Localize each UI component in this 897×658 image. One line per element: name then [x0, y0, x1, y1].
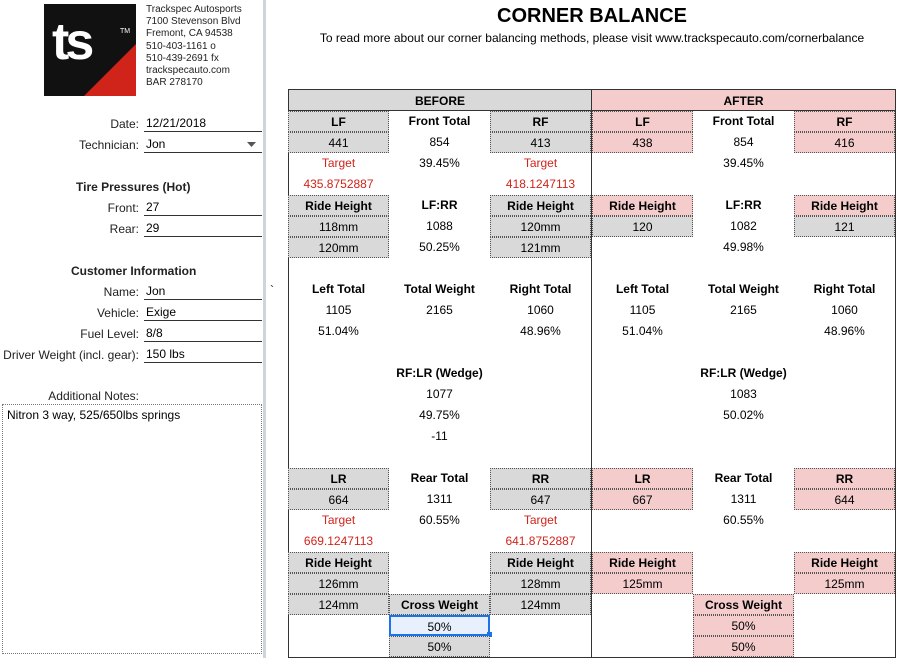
company-logo	[44, 4, 136, 96]
after-rf-value[interactable]: 416	[794, 132, 895, 153]
company-info	[146, 4, 242, 89]
after-rear-pct: 60.55%	[723, 513, 764, 527]
after-left-total-label: Left Total	[615, 282, 670, 296]
before-rr-label: RR	[490, 468, 591, 489]
before-left-total: 1105	[325, 303, 352, 317]
date-field[interactable]: 12/21/2018	[144, 114, 262, 132]
before-right-total-label: Right Total	[509, 282, 572, 296]
company-line: Fremont, CA 94538	[146, 28, 233, 40]
before-rr-target-label: Target	[523, 513, 558, 527]
column-separator	[263, 0, 266, 658]
after-total-weight-label: Total Weight	[708, 282, 779, 296]
before-rear-total-label: Rear Total	[410, 471, 469, 485]
before-cross-weight-label: Cross Weight	[389, 594, 490, 615]
after-front-total-label: Front Total	[712, 114, 775, 128]
before-lf-target: 435.8752887	[303, 177, 374, 191]
before-lf-rr-label: LF:RR	[421, 198, 458, 212]
before-front-total-label: Front Total	[408, 114, 471, 128]
before-rear-pct: 60.55%	[419, 513, 460, 527]
company-line: 510-403-1161 o	[146, 40, 216, 52]
after-rear-total-label: Rear Total	[714, 471, 773, 485]
after-rf-ride-height-label: Ride Height	[794, 195, 895, 216]
vehicle-label: Vehicle:	[96, 306, 139, 320]
before-lf-value[interactable]: 441	[288, 132, 389, 153]
before-rf-ride-height-label: Ride Height	[490, 195, 591, 216]
before-lf-ride-height-2[interactable]: 120mm	[288, 237, 389, 258]
rear-pressure-field[interactable]: 29	[144, 219, 262, 237]
technician-label: Technician:	[78, 138, 139, 152]
after-cross-weight-2[interactable]: 50%	[693, 636, 794, 657]
before-wedge-label: RF:LR (Wedge)	[396, 366, 483, 380]
before-front-pct: 39.45%	[419, 156, 460, 170]
after-lf-rr-pct: 49.98%	[723, 240, 764, 254]
additional-notes-field[interactable]: Nitron 3 way, 525/650lbs springs	[2, 404, 262, 654]
after-wedge-label: RF:LR (Wedge)	[700, 366, 787, 380]
before-lr-ride-height-1[interactable]: 126mm	[288, 573, 389, 594]
vehicle-field[interactable]: Exige	[144, 303, 262, 321]
after-lf-rr-label: LF:RR	[725, 198, 762, 212]
before-lr-target: 669.1247113	[303, 534, 374, 548]
before-lr-target-label: Target	[321, 513, 356, 527]
after-lf-ride-height-label: Ride Height	[592, 195, 693, 216]
before-lr-ride-height-label: Ride Height	[288, 552, 389, 573]
after-right-pct: 48.96%	[824, 324, 865, 338]
after-lf-ride-height[interactable]: 120	[592, 216, 693, 237]
before-rr-ride-height-label: Ride Height	[490, 552, 591, 573]
date-label: Date:	[110, 117, 139, 131]
technician-dropdown[interactable]	[144, 135, 262, 153]
company-line: Trackspec Autosports	[146, 4, 242, 15]
before-rf-target: 418.1247113	[505, 177, 576, 191]
page-subtitle: To read more about our corner balancing methods, please visit www.trackspecauto.com/cornerbalance	[319, 31, 865, 45]
before-wedge-value: 1077	[426, 387, 453, 401]
before-rr-ride-height-1[interactable]: 128mm	[490, 573, 591, 594]
name-field[interactable]: Jon	[144, 282, 262, 300]
before-rf-ride-height-2[interactable]: 121mm	[490, 237, 591, 258]
after-rr-label: RR	[794, 468, 895, 489]
company-line: BAR 278170	[146, 77, 203, 89]
after-right-total: 1060	[831, 303, 858, 317]
before-lf-ride-height-1[interactable]: 118mm	[288, 216, 389, 237]
before-rf-target-label: Target	[523, 156, 558, 170]
after-lf-label: LF	[592, 111, 693, 132]
before-front-total-value: 854	[429, 135, 450, 149]
tire-pressures-title: Tire Pressures (Hot)	[76, 180, 191, 194]
customer-info-title: Customer Information	[71, 264, 197, 278]
before-right-pct: 48.96%	[520, 324, 561, 338]
technician-value: Jon	[146, 137, 166, 151]
after-total-weight: 2165	[730, 303, 757, 317]
before-lr-value[interactable]: 664	[288, 489, 389, 510]
front-pressure-label: Front:	[107, 201, 139, 215]
after-cross-weight-label: Cross Weight	[693, 594, 794, 615]
logo-trademark: TM	[120, 28, 131, 35]
before-lf-target-label: Target	[321, 156, 356, 170]
before-left-total-label: Left Total	[311, 282, 366, 296]
before-total-weight: 2165	[426, 303, 453, 317]
after-cross-weight-1[interactable]: 50%	[693, 615, 794, 636]
after-left-pct: 51.04%	[622, 324, 663, 338]
company-line: 7100 Stevenson Blvd	[146, 16, 241, 28]
after-lf-rr-value: 1082	[730, 219, 757, 233]
after-lr-value[interactable]: 667	[592, 489, 693, 510]
before-lf-label: LF	[288, 111, 389, 132]
after-lr-label: LR	[592, 468, 693, 489]
page-title: CORNER BALANCE	[497, 5, 687, 27]
after-front-pct: 39.45%	[723, 156, 764, 170]
before-lf-rr-value: 1088	[426, 219, 453, 233]
before-cross-weight-2[interactable]: 50%	[389, 636, 490, 657]
name-label: Name:	[103, 285, 139, 299]
rear-pressure-label: Rear:	[109, 222, 139, 236]
company-line: 510-439-2691 fx	[146, 52, 219, 64]
before-rf-label: RF	[490, 111, 591, 132]
before-header: BEFORE	[288, 89, 592, 111]
before-total-weight-label: Total Weight	[404, 282, 475, 296]
before-rr-target: 641.8752887	[505, 534, 576, 548]
company-line: trackspecauto.com	[146, 65, 230, 77]
after-rr-ride-height[interactable]: 125mm	[794, 573, 895, 594]
after-rr-ride-height-label: Ride Height	[794, 552, 895, 573]
before-lf-ride-height-label: Ride Height	[288, 195, 389, 216]
dropdown-arrow-icon[interactable]	[247, 142, 256, 147]
fuel-level-label: Fuel Level:	[80, 327, 139, 341]
before-rf-ride-height-1[interactable]: 120mm	[490, 216, 591, 237]
logo-text: ts	[52, 13, 91, 71]
before-wedge-pct: 49.75%	[419, 408, 460, 422]
after-lf-value[interactable]: 438	[592, 132, 693, 153]
driver-weight-label: Driver Weight (incl. gear):	[3, 348, 139, 362]
corner-balance-grid	[288, 89, 896, 658]
before-lr-ride-height-2[interactable]: 124mm	[288, 594, 389, 615]
after-rf-label: RF	[794, 111, 895, 132]
front-pressure-field[interactable]: 27	[144, 198, 262, 216]
before-rr-value[interactable]: 647	[490, 489, 591, 510]
after-lr-ride-height-label: Ride Height	[592, 552, 693, 573]
before-lf-rr-pct: 50.25%	[419, 240, 460, 254]
after-left-total: 1105	[629, 303, 656, 317]
after-rr-value[interactable]: 644	[794, 489, 895, 510]
before-rear-total-value: 1311	[426, 492, 453, 506]
before-rf-value[interactable]: 413	[490, 132, 591, 153]
after-rf-ride-height[interactable]: 121	[794, 216, 895, 237]
fuel-level-field[interactable]: 8/8	[144, 324, 262, 342]
after-lr-ride-height[interactable]: 125mm	[592, 573, 693, 594]
driver-weight-field[interactable]: 150 lbs	[144, 345, 262, 363]
before-right-total: 1060	[527, 303, 554, 317]
stray-mark: `	[270, 283, 274, 297]
before-lr-label: LR	[288, 468, 389, 489]
before-left-pct: 51.04%	[318, 324, 359, 338]
after-wedge-value: 1083	[730, 387, 757, 401]
before-cross-weight-1-selected[interactable]: 50%	[389, 615, 490, 636]
after-wedge-pct: 50.02%	[723, 408, 764, 422]
additional-notes-label: Additional Notes:	[48, 389, 139, 403]
before-rr-ride-height-2[interactable]: 124mm	[490, 594, 591, 615]
after-rear-total-value: 1311	[730, 492, 757, 506]
before-wedge-diff: -11	[431, 429, 448, 443]
after-front-total-value: 854	[733, 135, 754, 149]
after-header: AFTER	[591, 89, 896, 111]
after-right-total-label: Right Total	[813, 282, 876, 296]
